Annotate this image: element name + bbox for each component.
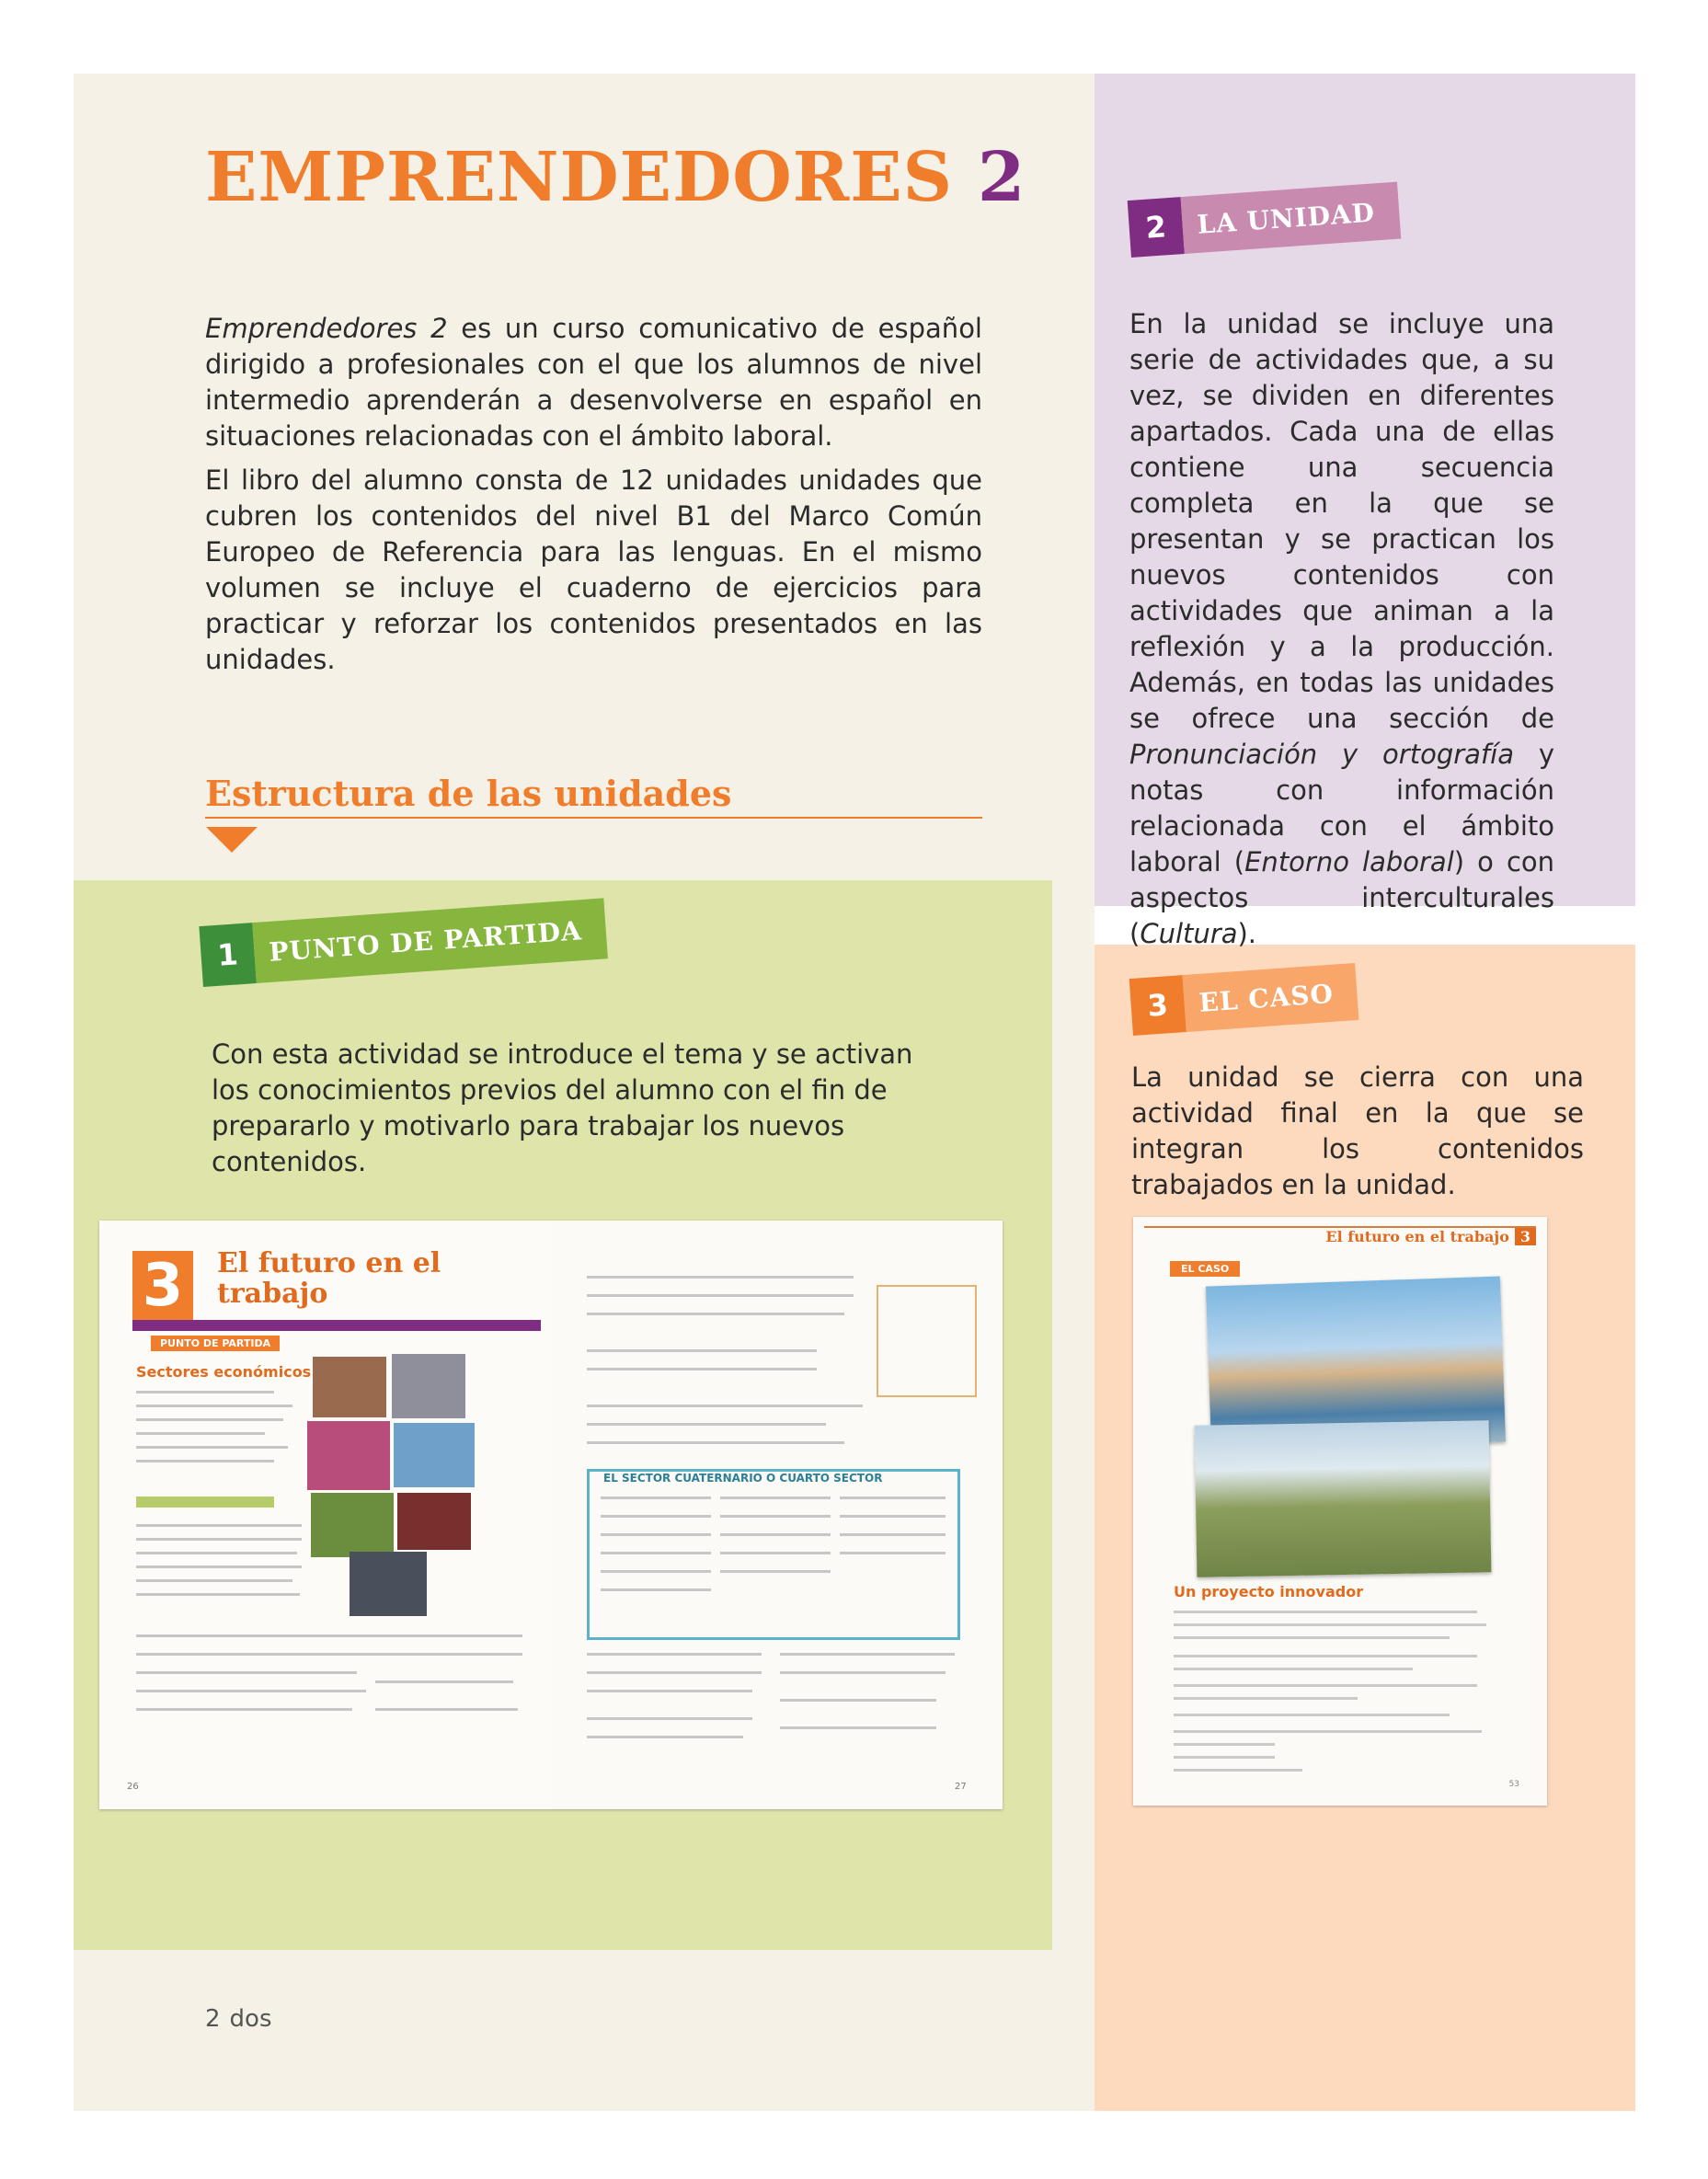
el-caso-page-preview (1133, 1217, 1547, 1806)
caso-header-number: 3 (1515, 1228, 1536, 1245)
section-2-text (1129, 306, 1554, 960)
page-title (205, 138, 1026, 217)
spread-text-line (587, 1653, 762, 1656)
page-number-word: dos (229, 2005, 272, 2033)
section-1-label: PUNTO DE PARTIDA (252, 898, 608, 983)
spread-text-line (136, 1579, 292, 1582)
caso-text-line (1174, 1730, 1482, 1733)
spread-unit-number: 3 (132, 1251, 193, 1321)
spread-text-line (720, 1515, 831, 1518)
spread-text-line (136, 1552, 297, 1554)
spread-unit-title: El futuro en el trabajo (217, 1247, 441, 1310)
spread-text-line (136, 1391, 274, 1393)
spread-text-line (136, 1634, 522, 1637)
spread-text-line (375, 1708, 518, 1711)
spread-text-line (601, 1552, 711, 1554)
title-number: 2 (977, 138, 1026, 217)
spread-purple-banner (132, 1320, 541, 1331)
spread-text-line (136, 1593, 300, 1596)
spread-text-line (136, 1446, 288, 1449)
caso-text-line (1174, 1636, 1450, 1639)
spread-text-line (375, 1653, 522, 1656)
spread-text-line (840, 1497, 946, 1499)
spread-heading: Sectores económicos (136, 1363, 312, 1381)
caso-text-line (1174, 1668, 1413, 1670)
spread-text-line (601, 1570, 711, 1573)
spread-text-line (136, 1418, 283, 1421)
section-3-text: La unidad se cierra con una actividad final en la que se integran los contenidos trabajados en la unidad. (1131, 1061, 1584, 1200)
caso-text-line (1174, 1714, 1450, 1716)
caso-heading: Un proyecto innovador (1174, 1583, 1364, 1600)
spread-text-line (136, 1565, 302, 1568)
section-2-paragraph (1129, 306, 1554, 952)
spread-text-line (587, 1276, 854, 1279)
spread-left-page (99, 1221, 550, 1809)
spread-text-line (780, 1726, 936, 1729)
section-2-italic-c: Cultura (1140, 918, 1238, 949)
structure-heading: Estructura de las unidades (205, 773, 732, 814)
spread-text-line (780, 1671, 946, 1674)
caso-text-line (1174, 1769, 1302, 1772)
caso-text-line (1174, 1611, 1477, 1613)
caso-text-line (1174, 1743, 1275, 1746)
spread-info-box (587, 1469, 960, 1640)
spread-text-line (136, 1538, 302, 1541)
spread-text-line (720, 1552, 831, 1554)
intro-p1-text: es un curso comunicativo de español dirigido a profesionales con el que los alumnos de nivel intermedio aprenderán a desenvolverse en español en situaciones relacionadas con el ámbito laboral. (205, 313, 982, 452)
caso-tag: EL CASO (1170, 1261, 1240, 1277)
spread-text-line (587, 1294, 854, 1297)
spread-text-line (780, 1699, 936, 1702)
spread-text-line (136, 1460, 274, 1462)
caso-text-line (1174, 1655, 1477, 1657)
spread-text-line (587, 1671, 762, 1674)
spread-text-line (601, 1588, 711, 1591)
spread-photo-5 (311, 1493, 394, 1557)
spread-text-line (587, 1690, 752, 1692)
spread-text-line (720, 1533, 831, 1536)
spread-text-line (136, 1653, 375, 1656)
spread-photo-6 (397, 1493, 471, 1550)
page-number-digit: 2 (205, 2005, 221, 2033)
spread-text-line (720, 1570, 831, 1573)
intro-text (205, 311, 982, 686)
caso-text-line (1174, 1697, 1358, 1700)
spread-text-line (136, 1708, 352, 1711)
unit-spread-preview (99, 1221, 1003, 1809)
spread-text-line (136, 1432, 265, 1435)
spread-text-line (587, 1717, 752, 1720)
spread-text-line (587, 1441, 844, 1444)
spread-text-line (136, 1690, 366, 1692)
title-word: EMPRENDEDORES (205, 138, 954, 217)
spread-text-line (587, 1736, 743, 1738)
section-2-text-b: y notas con información relacionada con el ámbito laboral ( (1129, 739, 1554, 877)
spread-photo-2 (392, 1354, 465, 1418)
section-2-text-c: ) o con aspectos interculturales ( (1129, 846, 1555, 949)
spread-text-line (136, 1671, 357, 1674)
spread-green-tag (136, 1497, 274, 1508)
section-2-label: LA UNIDAD (1181, 182, 1401, 254)
section-2-number: 2 (1128, 197, 1185, 258)
spread-text-line (587, 1349, 817, 1352)
intro-paragraph-1 (205, 311, 982, 454)
spread-photo-7 (350, 1552, 427, 1616)
intro-book-title: Emprendedores 2 (205, 313, 448, 344)
spread-text-line (136, 1524, 302, 1527)
caso-header (1325, 1228, 1536, 1245)
caso-village-photo (1195, 1420, 1492, 1577)
spread-text-line (840, 1552, 946, 1554)
caso-text-line (1174, 1756, 1275, 1759)
section-1-number: 1 (199, 923, 256, 987)
section-2-italic-a: Pronunciación y ortografía (1129, 739, 1514, 770)
spread-photo-3 (307, 1421, 390, 1490)
spread-side-box (877, 1285, 977, 1397)
caso-footer: 53 (1508, 1780, 1519, 1789)
spread-text-line (601, 1515, 711, 1518)
spread-left-footer: 26 (127, 1782, 139, 1792)
spread-text-line (601, 1497, 711, 1499)
spread-box-heading: EL SECTOR CUATERNARIO O CUARTO SECTOR (603, 1472, 883, 1485)
section-3-label: EL CASO (1183, 963, 1359, 1032)
page-number (205, 2005, 272, 2033)
spread-right-footer: 27 (955, 1782, 967, 1792)
intro-paragraph-2: El libro del alumno consta de 12 unidades unidades que cubren los contenidos del nivel B1 del Marco Común Europeo de Referencia para las lenguas. En el mismo volumen se incluye el cuaderno de ejercicios para practicar y reforzar los contenidos presentados en las unidades. (205, 464, 982, 675)
down-triangle-icon (206, 827, 258, 853)
spread-text-line (587, 1423, 826, 1426)
spread-text-line (780, 1653, 955, 1656)
section-3-number: 3 (1129, 975, 1186, 1036)
spread-text-line (375, 1680, 513, 1683)
section-2-text-d: ). (1237, 918, 1257, 949)
spread-text-line (587, 1313, 844, 1315)
caso-text-line (1174, 1623, 1486, 1626)
spread-text-line (136, 1405, 292, 1407)
structure-heading-rule (205, 817, 982, 819)
spread-text-line (587, 1405, 863, 1407)
spread-text-line (587, 1368, 817, 1370)
section-2-italic-b: Entorno laboral (1244, 846, 1454, 877)
spread-text-line (840, 1533, 946, 1536)
caso-header-title: El futuro en el trabajo (1325, 1228, 1509, 1245)
spread-text-line (840, 1515, 946, 1518)
spread-photo-1 (313, 1357, 386, 1417)
spread-text-line (720, 1497, 831, 1499)
spread-tag: PUNTO DE PARTIDA (151, 1336, 280, 1351)
spread-photo-4 (394, 1423, 475, 1487)
caso-text-line (1174, 1684, 1477, 1687)
section-2-text-a: En la unidad se incluye una serie de actividades que, a su vez, se dividen en diferentes apartados. Cada una de ellas contiene una secuencia completa en la que se presentan y se practican los nuevos contenidos con actividades que animan a la reflexión y a la producción. Además, en todas las unidades se ofrece una sección de (1129, 308, 1554, 734)
spread-text-line (601, 1533, 711, 1536)
section-1-text: Con esta actividad se introduce el tema y se activan los conocimientos previos del alumno con el fin de prepararlo y motivarlo para trabajar los nuevos contenidos. (212, 1038, 913, 1177)
